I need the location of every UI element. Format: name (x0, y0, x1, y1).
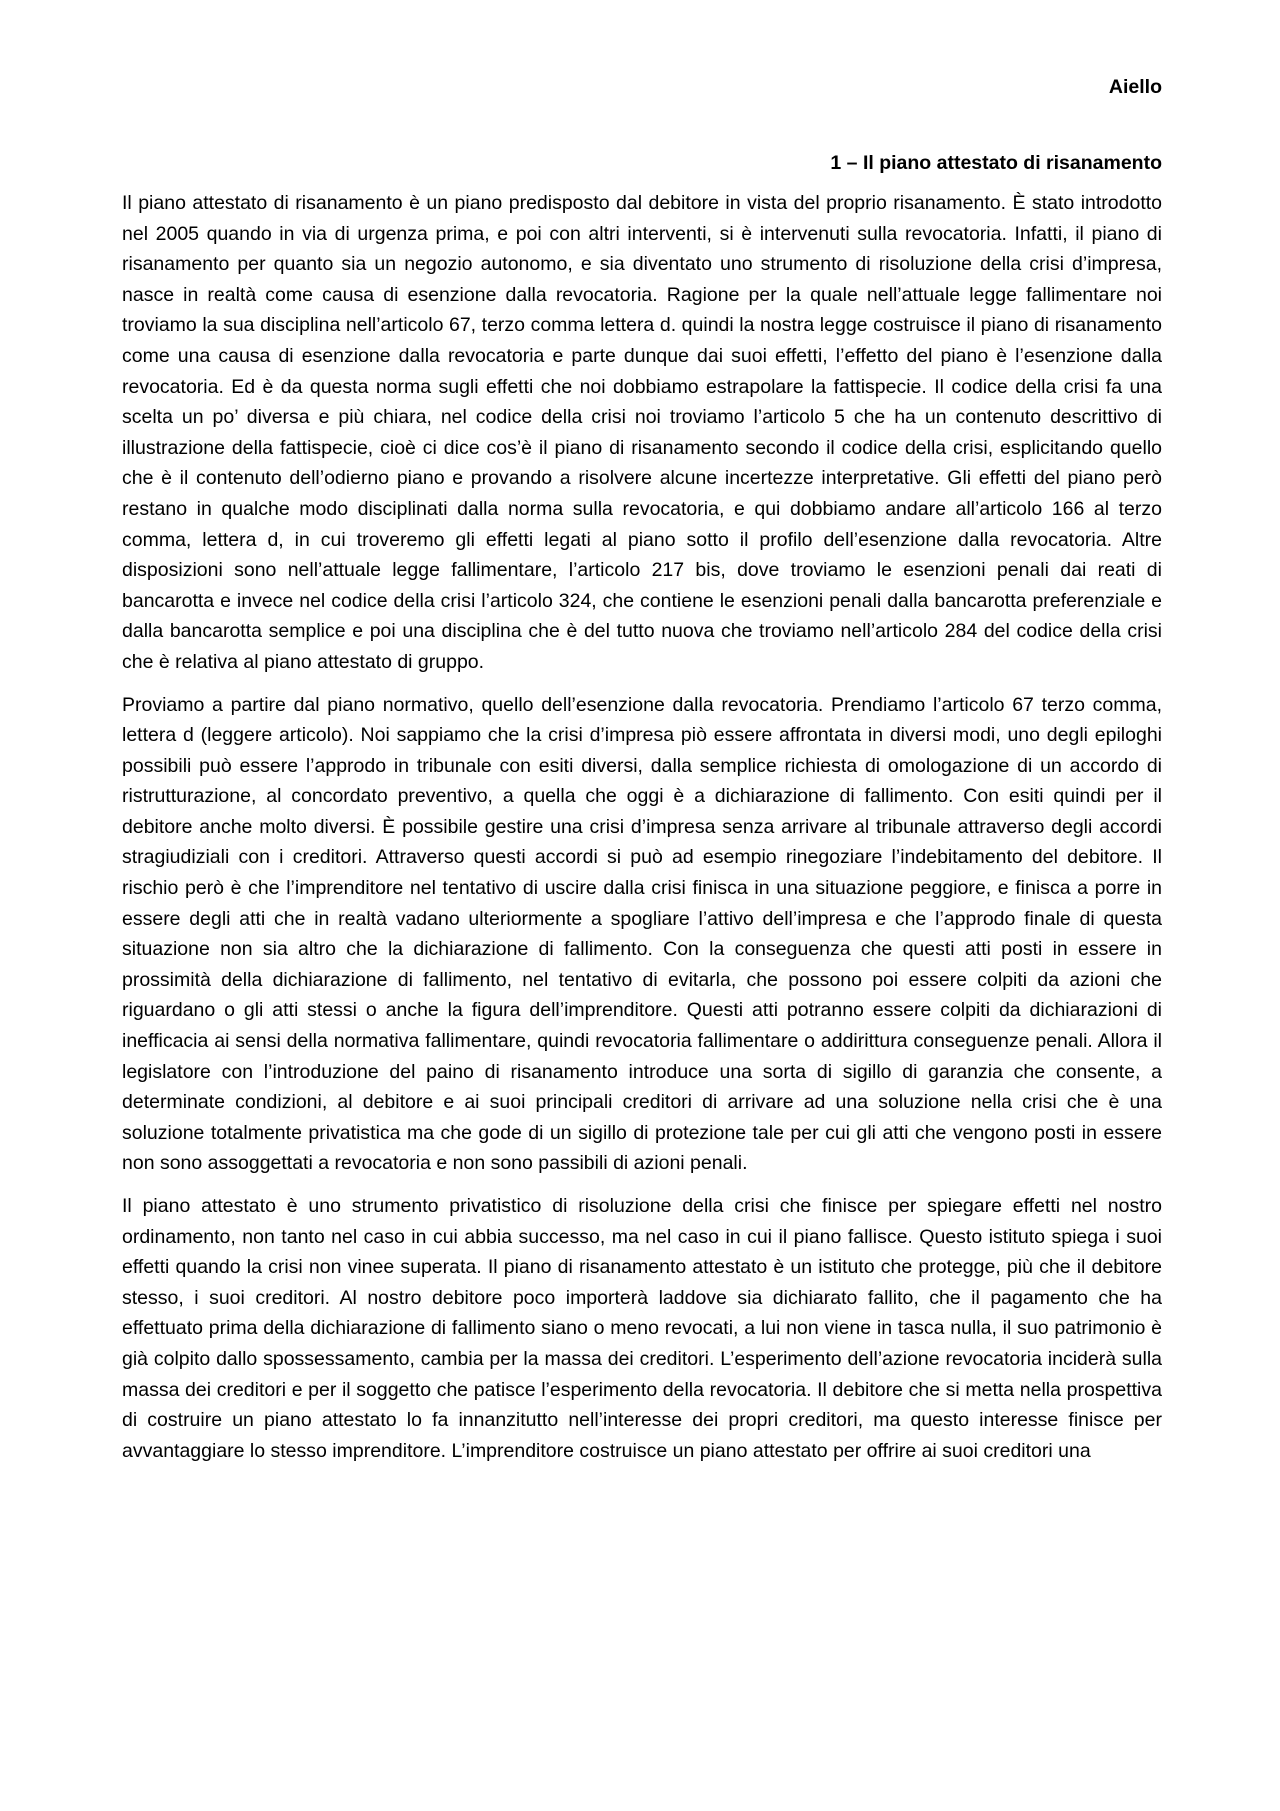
paragraph-2: Proviamo a partire dal piano normativo, quello dell’esenzione dalla revocatoria. Prendiamo l’articolo 67 terzo comma, lettera d (leggere articolo). Noi sappiamo che la crisi d’impresa piò essere affrontata in diversi modi, uno degli epiloghi possibili può essere l’approdo in tribunale con esiti diversi, dalla semplice richiesta di omologazione di un accordo di ristrutturazione, al concordato preventivo, a quella che oggi è a dichiarazione di fallimento. Con esiti quindi per il debitore anche molto diversi. È possibile gestire una crisi d’impresa senza arrivare al tribunale attraverso degli accordi stragiudiziali con i creditori. Attraverso questi accordi si può ad esempio rinegoziare l’indebitamento del debitore. Il rischio però è che l’imprenditore nel tentativo di uscire dalla crisi finisca in una situazione peggiore, e finisca a porre in essere degli atti che in realtà vadano ulteriormente a spogliare l’attivo dell’impresa e che l’approdo finale di questa situazione non sia altro che la dichiarazione di fallimento. Con la conseguenza che questi atti posti in essere in prossimità della dichiarazione di fallimento, nel tentativo di evitarla, che possono poi essere colpiti da azioni che riguardano o gli atti stessi o anche la figura dell’imprenditore. Questi atti potranno essere colpiti da dichiarazioni di inefficacia ai sensi della normativa fallimentare, quindi revocatoria fallimentare o addirittura conseguenze penali. Allora il legislatore con l’introduzione del paino di risanamento introduce una sorta di sigillo di garanzia che consente, a determinate condizioni, al debitore e ai suoi principali creditori di arrivare ad una soluzione nella crisi che è una soluzione totalmente privatistica ma che gode di un sigillo di protezione tale per cui gli atti che vengono posti in essere non sono assoggettati a revocatoria e non sono passibili di azioni penali. (122, 693, 1162, 1175)
paragraph-1: Il piano attestato di risanamento è un piano predisposto dal debitore in vista del proprio risanamento. È stato introdotto nel 2005 quando in via di urgenza prima, e poi con altri interventi, si è intervenuti sulla revocatoria. Infatti, il piano di risanamento per quanto sia un negozio autonomo, e sia diventato uno strumento di risoluzione della crisi d’impresa, nasce in realtà come causa di esenzione dalla revocatoria. Ragione per la quale nell’attuale legge fallimentare noi troviamo la sua disciplina nell’articolo 67, terzo comma lettera d. quindi la nostra legge costruisce il piano di risanamento come una causa di esenzione dalla revocatoria e parte dunque dai suoi effetti, l’effetto del piano è l’esenzione dalla revocatoria. Ed è da questa norma sugli effetti che noi dobbiamo estrapolare la fattispecie. Il codice della crisi fa una scelta un po’ diversa e più chiara, nel codice della crisi noi troviamo l’articolo 5 che ha un contenuto descrittivo di illustrazione della fattispecie, cioè ci dice cos’è il piano di risanamento secondo il codice della crisi, esplicitando quello che è il contenuto dell’odierno piano e provando a risolvere alcune incertezze interpretative. Gli effetti del piano però restano in qualche modo disciplinati dalla norma sulla revocatoria, e qui dobbiamo andare all’articolo 166 al terzo comma, lettera d, in cui troveremo gli effetti legati al piano sotto il profilo dell’esenzione dalla revocatoria. Altre disposizioni sono nell’attuale legge fallimentare, l’articolo 217 bis, dove troviamo le esenzioni penali dai reati di bancarotta e invece nel codice della crisi l’articolo 324, che contiene le esenzioni penali dalla bancarotta preferenziale e dalla bancarotta semplice e poi una disciplina che è del tutto nuova che troviamo nell’articolo 284 del codice della crisi che è relativa al piano attestato di gruppo. (122, 192, 1162, 673)
section-title: 1 – Il piano attestato di risanamento (830, 152, 1162, 174)
paragraph-3: Il piano attestato è uno strumento privatistico di risoluzione della crisi che finisce per spiegare effetti nel nostro ordinamento, non tanto nel caso in cui abbia successo, ma nel caso in cui il piano fallisce. Questo istituto spiega i suoi effetti quando la crisi non vinee superata. Il piano di risanamento attestato è un istituto che protegge, più che il debitore stesso, i suoi creditori. Al nostro debitore poco importerà laddove sia dichiarato fallito, che il pagamento che ha effettuato prima della dichiarazione di fallimento siano o meno revocati, a lui non viene in tasca nulla, il suo patrimonio è già colpito dallo spossessamento, cambia per la massa dei creditori. L’esperimento dell’azione revocatoria inciderà sulla massa dei creditori e per il soggetto che patisce l’esperimento della revocatoria. Il debitore che si metta nella prospettiva di costruire un piano attestato lo fa innanzitutto nell’interesse dei propri creditori, ma questo interesse finisce per avvantaggiare lo stesso imprenditore. L’imprenditore costruisce un piano attestato per offrire ai suoi creditori una (122, 1195, 1162, 1462)
author-name: Aiello (1108, 76, 1162, 98)
page-content (122, 72, 1162, 1478)
